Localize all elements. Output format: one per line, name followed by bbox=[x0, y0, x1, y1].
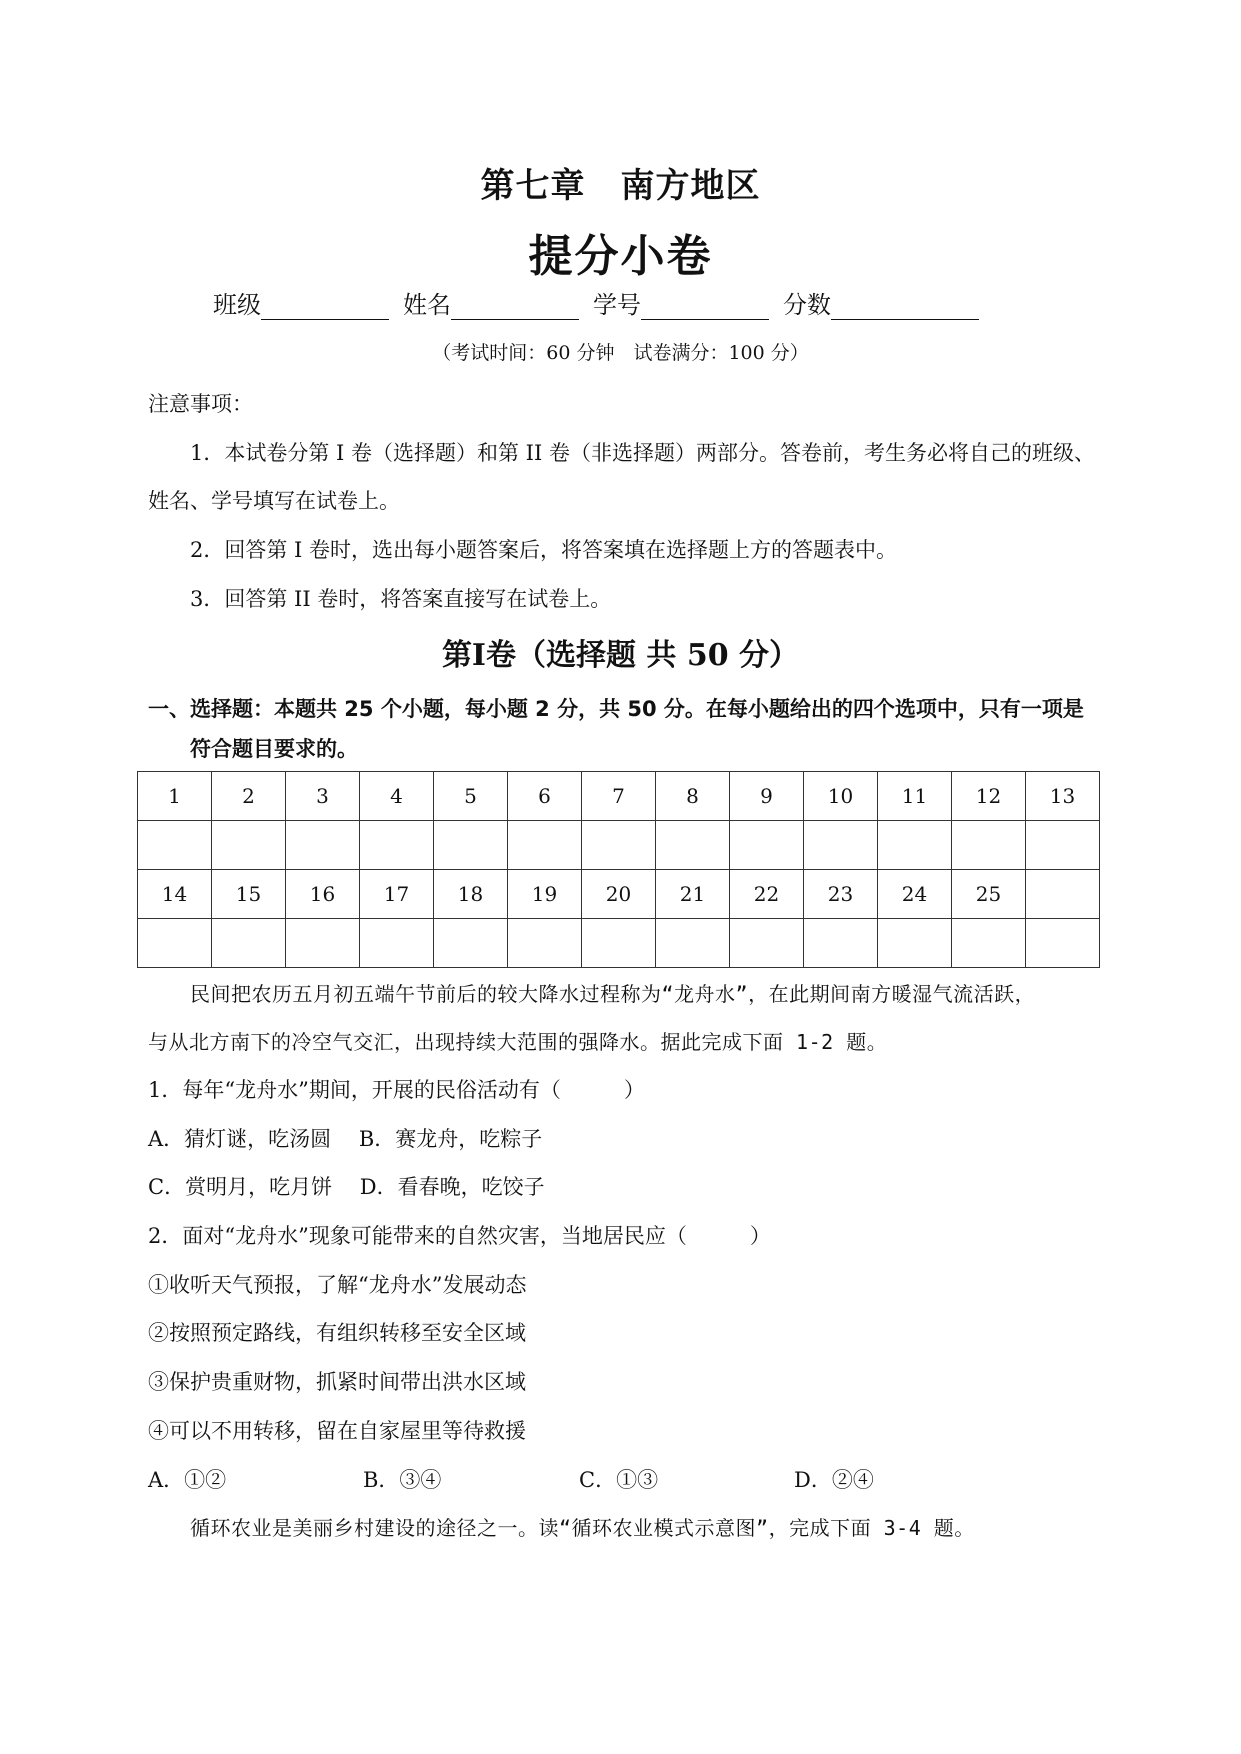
question-number-cell: 3 bbox=[286, 772, 360, 821]
empty-number-cell bbox=[1026, 870, 1100, 919]
question-2-option-d[interactable]: D．②④ bbox=[794, 1468, 874, 1492]
passage-2-line-1: 循环农业是美丽乡村建设的途径之一。读“循环农业模式示意图”，完成下面 3-4 题。 bbox=[190, 1516, 975, 1540]
question-number-cell: 4 bbox=[360, 772, 434, 821]
part1-instruction-line-1: 一、选择题：本题共 25 个小题，每小题 2 分，共 50 分。在每小题给出的四个选项中，只有一项是 bbox=[148, 697, 1084, 721]
answer-cell[interactable] bbox=[804, 821, 878, 870]
question-number-cell: 22 bbox=[730, 870, 804, 919]
answer-cell[interactable] bbox=[286, 821, 360, 870]
answer-cell[interactable] bbox=[730, 919, 804, 968]
score-blank[interactable] bbox=[831, 295, 979, 320]
name-label: 姓名 bbox=[403, 291, 451, 319]
note-item-3: 3．回答第 II 卷时，将答案直接写在试卷上。 bbox=[190, 587, 612, 611]
answer-cell[interactable] bbox=[952, 821, 1026, 870]
answer-cell[interactable] bbox=[878, 821, 952, 870]
question-number-cell: 10 bbox=[804, 772, 878, 821]
question-number-cell: 12 bbox=[952, 772, 1026, 821]
question-number-cell: 17 bbox=[360, 870, 434, 919]
question-number-cell: 18 bbox=[434, 870, 508, 919]
question-number-cell: 20 bbox=[582, 870, 656, 919]
answer-cell[interactable] bbox=[434, 821, 508, 870]
answer-cell[interactable] bbox=[656, 919, 730, 968]
question-number-cell: 7 bbox=[582, 772, 656, 821]
passage-1-line-2: 与从北方南下的冷空气交汇，出现持续大范围的强降水。据此完成下面 1-2 题。 bbox=[148, 1030, 888, 1054]
part1-instruction-line-2: 符合题目要求的。 bbox=[190, 737, 358, 761]
passage-1-line-1: 民间把农历五月初五端午节前后的较大降水过程称为“龙舟水”，在此期间南方暖湿气流活跃， bbox=[190, 982, 1036, 1006]
answer-cell[interactable] bbox=[138, 821, 212, 870]
student-id-blank[interactable] bbox=[641, 295, 769, 320]
score-field[interactable] bbox=[783, 285, 979, 320]
notes-heading: 注意事项： bbox=[148, 392, 253, 416]
answer-cell[interactable] bbox=[212, 919, 286, 968]
student-info-row bbox=[213, 285, 993, 320]
chapter-title: 第七章 南方地区 bbox=[480, 166, 761, 206]
answer-cell[interactable] bbox=[582, 821, 656, 870]
answer-cell[interactable] bbox=[804, 919, 878, 968]
question-2-option-c[interactable]: C．①③ bbox=[579, 1468, 659, 1492]
answer-cell[interactable] bbox=[508, 821, 582, 870]
answer-cell[interactable] bbox=[508, 919, 582, 968]
part1-title: 第I卷（选择题 共 50 分） bbox=[441, 638, 800, 673]
class-label: 班级 bbox=[213, 291, 261, 319]
answer-cell[interactable] bbox=[434, 919, 508, 968]
answer-cell[interactable] bbox=[730, 821, 804, 870]
question-number-cell: 16 bbox=[286, 870, 360, 919]
answer-table-number-row-1 bbox=[138, 772, 1100, 821]
name-blank[interactable] bbox=[451, 295, 579, 320]
note-item-2: 2．回答第 I 卷时，选出每小题答案后，将答案填在选择题上方的答题表中。 bbox=[190, 538, 898, 562]
question-1-stem: 1．每年“龙舟水”期间，开展的民俗活动有（ ） bbox=[148, 1078, 645, 1102]
question-1-options-ab[interactable]: A．猜灯谜，吃汤圆 B．赛龙舟，吃粽子 bbox=[148, 1127, 543, 1151]
exam-time-note: （考试时间：60 分钟 试卷满分：100 分） bbox=[432, 342, 809, 364]
question-2-statement-2: ②按照预定路线，有组织转移至安全区域 bbox=[148, 1321, 526, 1345]
question-number-cell: 25 bbox=[952, 870, 1026, 919]
answer-cell[interactable] bbox=[360, 821, 434, 870]
answer-cell[interactable] bbox=[952, 919, 1026, 968]
score-label: 分数 bbox=[783, 291, 831, 319]
answer-cell[interactable] bbox=[212, 821, 286, 870]
answer-cell[interactable] bbox=[360, 919, 434, 968]
question-number-cell: 1 bbox=[138, 772, 212, 821]
question-2-statement-1: ①收听天气预报，了解“龙舟水”发展动态 bbox=[148, 1273, 527, 1297]
answer-cell[interactable] bbox=[582, 919, 656, 968]
question-2-option-b[interactable]: B．③④ bbox=[363, 1468, 442, 1492]
question-number-cell: 11 bbox=[878, 772, 952, 821]
question-number-cell: 2 bbox=[212, 772, 286, 821]
question-number-cell: 15 bbox=[212, 870, 286, 919]
class-blank[interactable] bbox=[261, 295, 389, 320]
answer-cell[interactable] bbox=[878, 919, 952, 968]
main-title: 提分小卷 bbox=[528, 231, 713, 282]
class-field[interactable] bbox=[213, 285, 389, 320]
question-number-cell: 14 bbox=[138, 870, 212, 919]
answer-cell bbox=[1026, 919, 1100, 968]
question-2-stem: 2．面对“龙舟水”现象可能带来的自然灾害，当地居民应（ ） bbox=[148, 1224, 771, 1248]
answer-cell[interactable] bbox=[1026, 821, 1100, 870]
question-number-cell: 23 bbox=[804, 870, 878, 919]
question-number-cell: 5 bbox=[434, 772, 508, 821]
question-number-cell: 6 bbox=[508, 772, 582, 821]
answer-table bbox=[137, 771, 1100, 968]
question-2-option-a[interactable]: A．①② bbox=[148, 1468, 227, 1492]
answer-cell[interactable] bbox=[286, 919, 360, 968]
question-number-cell: 8 bbox=[656, 772, 730, 821]
question-1-options-cd[interactable]: C．赏明月，吃月饼 D．看春晚，吃饺子 bbox=[148, 1175, 545, 1199]
student-id-label: 学号 bbox=[593, 291, 641, 319]
note-item-1-line-2: 姓名、学号填写在试卷上。 bbox=[148, 489, 400, 513]
note-item-1-line-1: 1．本试卷分第 I 卷（选择题）和第 II 卷（非选择题）两部分。答卷前，考生务必将自己的班级、 bbox=[190, 441, 1095, 465]
answer-table-number-row-2 bbox=[138, 870, 1100, 919]
question-number-cell: 9 bbox=[730, 772, 804, 821]
answer-cell[interactable] bbox=[138, 919, 212, 968]
student-id-field[interactable] bbox=[593, 285, 769, 320]
name-field[interactable] bbox=[403, 285, 579, 320]
answer-table-answer-row-1 bbox=[138, 821, 1100, 870]
question-number-cell: 19 bbox=[508, 870, 582, 919]
question-number-cell: 13 bbox=[1026, 772, 1100, 821]
question-number-cell: 24 bbox=[878, 870, 952, 919]
answer-cell[interactable] bbox=[656, 821, 730, 870]
question-2-statement-3: ③保护贵重财物，抓紧时间带出洪水区域 bbox=[148, 1370, 526, 1394]
answer-table-answer-row-2 bbox=[138, 919, 1100, 968]
question-number-cell: 21 bbox=[656, 870, 730, 919]
question-2-statement-4: ④可以不用转移，留在自家屋里等待救援 bbox=[148, 1419, 526, 1443]
